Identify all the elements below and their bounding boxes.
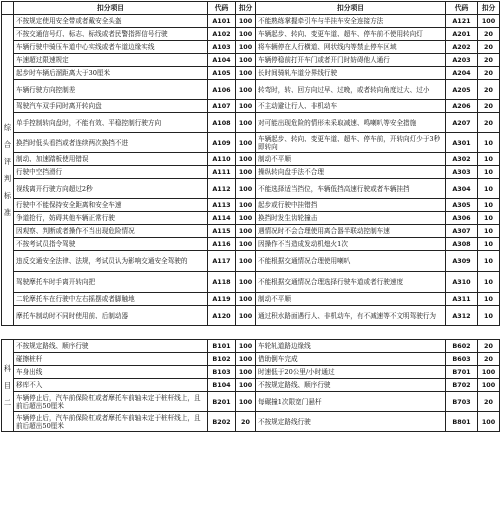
deduction-points-left: 100 — [236, 41, 256, 54]
deduction-item-right: 转弯时，转、回方向过早、过晚，或者转向角度过大、过小 — [256, 80, 446, 100]
deduction-code-right: A311 — [446, 293, 478, 306]
table-row — [2, 225, 500, 238]
table-row — [2, 179, 500, 199]
deduction-points-right: 10 — [478, 272, 500, 293]
deduction-points-right: 10 — [478, 199, 500, 212]
deduction-code-left: A103 — [208, 41, 236, 54]
deduction-code-right: A204 — [446, 67, 478, 80]
table-row — [2, 251, 500, 272]
deduction-code-left: A112 — [208, 179, 236, 199]
deduction-item-left: 车身出线 — [14, 366, 208, 379]
deduction-points-left: 100 — [236, 166, 256, 179]
deduction-item-right: 将车辆停在人行横道、网状线内等禁止停车区域 — [256, 41, 446, 54]
deduction-points-right: 10 — [478, 133, 500, 153]
deduction-code-left: A116 — [208, 238, 236, 251]
category-char: 二 — [3, 398, 12, 407]
deduction-code-left: A117 — [208, 251, 236, 272]
deduction-code-right: A308 — [446, 238, 478, 251]
category-subject-two — [2, 340, 14, 432]
deduction-points-right: 100 — [478, 15, 500, 28]
table-row — [2, 212, 500, 225]
score-table — [1, 1, 500, 432]
deduction-code-right: B801 — [446, 412, 478, 432]
table-row — [2, 166, 500, 179]
deduction-item-right: 车辆起步、转向、变更车道、超车、停车前不使用转向灯 — [256, 28, 446, 41]
deduction-code-left: A108 — [208, 113, 236, 133]
deduction-points-left: 100 — [236, 392, 256, 412]
deduction-item-left: 碰擦桩杆 — [14, 353, 208, 366]
deduction-item-left: 不按规定使用安全带或者戴安全头盔 — [14, 15, 208, 28]
deduction-item-right: 不按规定路线、顺序行驶 — [256, 379, 446, 392]
table-row — [2, 366, 500, 379]
deduction-code-right: A202 — [446, 41, 478, 54]
deduction-item-left: 起步时车辆后溜距离大于30厘米 — [14, 67, 208, 80]
table-row — [2, 153, 500, 166]
table-row — [2, 100, 500, 113]
deduction-code-left: A118 — [208, 272, 236, 293]
deduction-points-right: 20 — [478, 41, 500, 54]
deduction-code-left: A109 — [208, 133, 236, 153]
deduction-code-left: A106 — [208, 80, 236, 100]
deduction-points-right: 20 — [478, 340, 500, 353]
deduction-item-right: 不主动避让行人、非机动车 — [256, 100, 446, 113]
deduction-item-left: 驾驶摩托车时手离开转向把 — [14, 272, 208, 293]
category-char: 综 — [3, 123, 12, 132]
deduction-item-left: 车速超过限速规定 — [14, 54, 208, 67]
deduction-item-left: 争道抢行，妨碍其他车辆正常行驶 — [14, 212, 208, 225]
deduction-item-right: 车辆停稳前打开车门或者开门时妨碍他人通行 — [256, 54, 446, 67]
deduction-code-right: A205 — [446, 80, 478, 100]
deduction-points-left: 100 — [236, 133, 256, 153]
deduction-code-left: A102 — [208, 28, 236, 41]
section-spacer — [2, 326, 500, 340]
deduction-item-right: 遇情况时不会合理使用离合器半联动控制车速 — [256, 225, 446, 238]
table-row — [2, 353, 500, 366]
table-row — [2, 272, 500, 293]
header-blank — [2, 2, 14, 15]
table-row — [2, 15, 500, 28]
deduction-item-right: 不按规定路线行驶 — [256, 412, 446, 432]
category-char: 合 — [3, 140, 12, 149]
deduction-points-right: 10 — [478, 306, 500, 326]
header-code-right: 代码 — [446, 2, 478, 15]
deduction-points-right: 20 — [478, 67, 500, 80]
deduction-item-right: 不能根据交通情况合理使用喇叭 — [256, 251, 446, 272]
deduction-code-left: A107 — [208, 100, 236, 113]
deduction-code-left: B103 — [208, 366, 236, 379]
deduction-points-right: 20 — [478, 28, 500, 41]
deduction-item-right: 借助倒车完成 — [256, 353, 446, 366]
table-row — [2, 392, 500, 412]
table-row — [2, 54, 500, 67]
deduction-item-left: 驾驶汽车双手同时离开转向盘 — [14, 100, 208, 113]
deduction-code-left: B104 — [208, 379, 236, 392]
deduction-code-left: B201 — [208, 392, 236, 412]
deduction-item-left: 不按考试员指令驾驶 — [14, 238, 208, 251]
deduction-code-left: A119 — [208, 293, 236, 306]
table-row — [2, 28, 500, 41]
table-row — [2, 41, 500, 54]
deduction-code-left: A104 — [208, 54, 236, 67]
deduction-points-right: 100 — [478, 366, 500, 379]
deduction-code-left: A113 — [208, 199, 236, 212]
table-row — [2, 379, 500, 392]
deduction-code-left: A120 — [208, 306, 236, 326]
deduction-points-left: 100 — [236, 272, 256, 293]
header-points-right: 扣分 — [478, 2, 500, 15]
deduction-item-left: 车辆行驶方向控制差 — [14, 80, 208, 100]
deduction-points-left: 100 — [236, 100, 256, 113]
deduction-item-right: 制动不平顺 — [256, 293, 446, 306]
deduction-item-left: 不按交通信号灯、标志、标线或者民警指挥信号行驶 — [14, 28, 208, 41]
deduction-code-right: A305 — [446, 199, 478, 212]
deduction-points-right: 10 — [478, 293, 500, 306]
deduction-points-right: 20 — [478, 392, 500, 412]
deduction-code-right: A301 — [446, 133, 478, 153]
category-comprehensive — [2, 15, 14, 326]
deduction-code-right: B703 — [446, 392, 478, 412]
deduction-code-right: A207 — [446, 113, 478, 133]
table-row — [2, 238, 500, 251]
category-char: 准 — [3, 208, 12, 217]
category-char: 目 — [3, 381, 12, 390]
deduction-code-right: A303 — [446, 166, 478, 179]
deduction-item-right: 车辆起步、转向、变更车道、超车、停车前，开转向灯少于3秒即转向 — [256, 133, 446, 153]
deduction-item-left: 因观察、判断或者操作不当出现危险情况 — [14, 225, 208, 238]
deduction-item-right: 不能根据交通情况合理选择行驶车道或者行驶速度 — [256, 272, 446, 293]
deduction-code-left: A105 — [208, 67, 236, 80]
deduction-code-left: A111 — [208, 166, 236, 179]
header-points-left: 扣分 — [236, 2, 256, 15]
deduction-points-left: 100 — [236, 15, 256, 28]
deduction-points-left: 100 — [236, 340, 256, 353]
deduction-item-left: 车辆停止后，汽车前保险杠或者摩托车前轴未定于桩杆线上，且前后超出50厘米 — [14, 392, 208, 412]
deduction-item-left: 单手控制转向盘时，不能有效、平稳控制行驶方向 — [14, 113, 208, 133]
deduction-item-right: 因操作不当造成发动机熄火1次 — [256, 238, 446, 251]
deduction-code-left: A115 — [208, 225, 236, 238]
deduction-code-right: A203 — [446, 54, 478, 67]
deduction-item-left: 二轮摩托车在行驶中左右摇摆或者脚触地 — [14, 293, 208, 306]
table-row — [2, 412, 500, 432]
deduction-points-right: 20 — [478, 54, 500, 67]
deduction-code-right: A201 — [446, 28, 478, 41]
deduction-points-left: 100 — [236, 293, 256, 306]
deduction-item-left: 行驶中不能保持安全距离和安全车速 — [14, 199, 208, 212]
table-row — [2, 199, 500, 212]
deduction-code-right: A206 — [446, 100, 478, 113]
deduction-code-right: B602 — [446, 340, 478, 353]
deduction-code-left: A101 — [208, 15, 236, 28]
deduction-code-right: A309 — [446, 251, 478, 272]
category-char: 标 — [3, 191, 12, 200]
deduction-item-left: 行驶中空挡滑行 — [14, 166, 208, 179]
deduction-points-right: 10 — [478, 179, 500, 199]
table-row — [2, 293, 500, 306]
deduction-code-right: A312 — [446, 306, 478, 326]
deduction-code-left: B202 — [208, 412, 236, 432]
deduction-code-right: B702 — [446, 379, 478, 392]
table-row — [2, 80, 500, 100]
deduction-points-left: 100 — [236, 113, 256, 133]
deduction-points-left: 100 — [236, 353, 256, 366]
deduction-points-right: 10 — [478, 166, 500, 179]
deduction-points-left: 100 — [236, 28, 256, 41]
header-row — [2, 2, 500, 15]
deduction-item-right: 操纵转向盘手法不合理 — [256, 166, 446, 179]
deduction-points-right: 10 — [478, 251, 500, 272]
header-item-left: 扣分项目 — [14, 2, 208, 15]
deduction-item-right: 换挡时发生齿轮撞击 — [256, 212, 446, 225]
category-char: 科 — [3, 364, 12, 373]
deduction-points-left: 100 — [236, 179, 256, 199]
deduction-code-right: A306 — [446, 212, 478, 225]
deduction-code-right: A121 — [446, 15, 478, 28]
deduction-item-left: 视线离开行驶方向超过2秒 — [14, 179, 208, 199]
deduction-points-left: 100 — [236, 366, 256, 379]
deduction-points-left: 100 — [236, 251, 256, 272]
deduction-points-right: 20 — [478, 80, 500, 100]
deduction-item-right: 时速低于20公里/小时通过 — [256, 366, 446, 379]
deduction-points-right: 20 — [478, 100, 500, 113]
deduction-points-right: 100 — [478, 379, 500, 392]
deduction-item-left: 制动、加速踏板使用错误 — [14, 153, 208, 166]
category-char: 判 — [3, 174, 12, 183]
deduction-points-right: 20 — [478, 113, 500, 133]
deduction-code-right: A310 — [446, 272, 478, 293]
deduction-item-right: 每碾撞1次限宽门悬杆 — [256, 392, 446, 412]
deduction-item-left: 摩托车制动时不同时使用前、后制动器 — [14, 306, 208, 326]
deduction-points-right: 10 — [478, 212, 500, 225]
deduction-item-left: 不按规定路线、顺序行驶 — [14, 340, 208, 353]
category-char: 评 — [3, 157, 12, 166]
deduction-item-right: 对可能出现危险的情形未采取减速、鸣喇叭等安全措施 — [256, 113, 446, 133]
deduction-points-right: 10 — [478, 238, 500, 251]
deduction-points-left: 20 — [236, 412, 256, 432]
deduction-points-right: 100 — [478, 412, 500, 432]
deduction-item-right: 制动不平顺 — [256, 153, 446, 166]
deduction-item-left: 移库不入 — [14, 379, 208, 392]
deduction-item-left: 车辆停止后，汽车前保险杠或者摩托车前轴未定于桩杆线上，且前后超出50厘米 — [14, 412, 208, 432]
header-code-left: 代码 — [208, 2, 236, 15]
deduction-points-left: 100 — [236, 80, 256, 100]
table-row — [2, 133, 500, 153]
spacer-cell — [2, 326, 500, 340]
deduction-item-right: 起步或行驶中挂错挡 — [256, 199, 446, 212]
deduction-points-left: 100 — [236, 306, 256, 326]
deduction-points-right: 10 — [478, 225, 500, 238]
deduction-item-right: 不能熟练掌握牵引车与半挂车安全连接方法 — [256, 15, 446, 28]
deduction-item-right: 车轮轧道路边缘线 — [256, 340, 446, 353]
deduction-item-left: 换挡时低头看挡或者连续两次换挡不进 — [14, 133, 208, 153]
deduction-code-right: B701 — [446, 366, 478, 379]
deduction-points-left: 100 — [236, 54, 256, 67]
deduction-points-left: 100 — [236, 225, 256, 238]
deduction-points-left: 100 — [236, 212, 256, 225]
deduction-item-left: 违反交通安全法律、法规，考试员认为影响交通安全驾驶的 — [14, 251, 208, 272]
deduction-code-left: B102 — [208, 353, 236, 366]
header-item-right: 扣分项目 — [256, 2, 446, 15]
deduction-code-right: A304 — [446, 179, 478, 199]
deduction-item-right: 长时间骑轧车道分界线行驶 — [256, 67, 446, 80]
deduction-points-left: 100 — [236, 379, 256, 392]
deduction-code-right: A307 — [446, 225, 478, 238]
deduction-code-right: B603 — [446, 353, 478, 366]
table-row — [2, 67, 500, 80]
table-row — [2, 306, 500, 326]
deduction-points-left: 100 — [236, 238, 256, 251]
deduction-code-right: A302 — [446, 153, 478, 166]
table-row — [2, 113, 500, 133]
table-row — [2, 340, 500, 353]
deduction-item-left: 车辆行驶中骑压车道中心实线或者车道边缘实线 — [14, 41, 208, 54]
deduction-code-left: B101 — [208, 340, 236, 353]
deduction-points-left: 100 — [236, 153, 256, 166]
deduction-item-right: 通过积水路面遇行人、非机动车，有不减速等不文明驾驶行为 — [256, 306, 446, 326]
deduction-code-left: A110 — [208, 153, 236, 166]
deduction-points-left: 100 — [236, 199, 256, 212]
deduction-code-left: A114 — [208, 212, 236, 225]
deduction-points-right: 20 — [478, 353, 500, 366]
deduction-item-right: 不能选择适当挡位，车辆低挡高速行驶或者车辆挂挡 — [256, 179, 446, 199]
deduction-points-left: 100 — [236, 67, 256, 80]
deduction-points-right: 10 — [478, 153, 500, 166]
